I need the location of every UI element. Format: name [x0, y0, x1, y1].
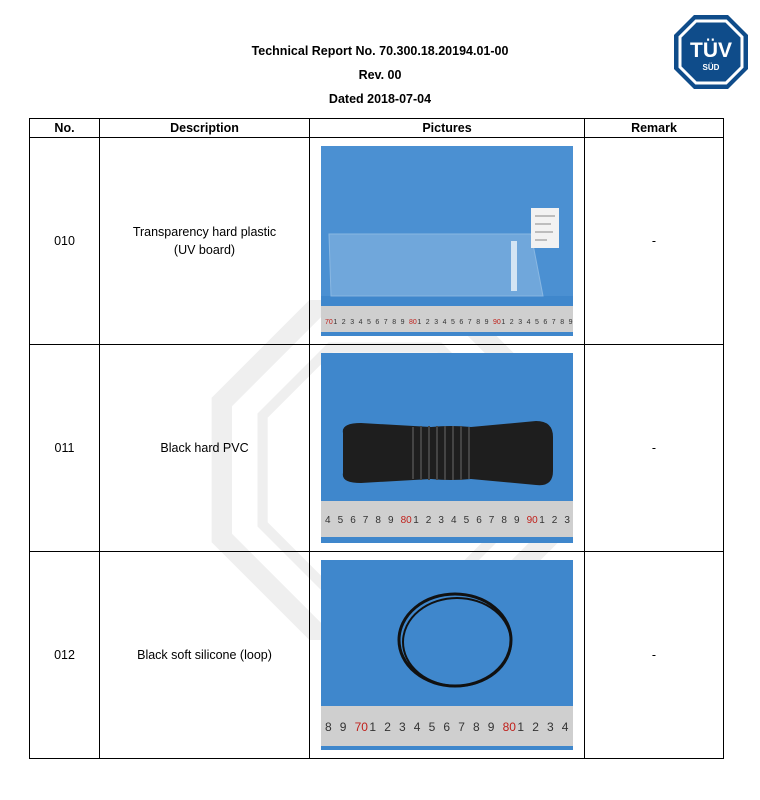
item-picture-cell	[310, 552, 585, 759]
description-line: Black hard PVC	[160, 441, 249, 455]
item-picture-cell	[310, 345, 585, 552]
item-number: 011	[30, 345, 100, 552]
ruler-digit: 2	[425, 515, 432, 526]
date-label: Dated 2018-07-04	[328, 92, 432, 106]
table-header-row	[30, 119, 724, 138]
item-picture-cell	[310, 138, 585, 345]
ruler-digit: 2	[425, 319, 430, 326]
col-header-pictures: Pictures	[310, 119, 585, 138]
ruler-digit: 6	[543, 319, 548, 326]
ruler-digit: 8	[375, 515, 381, 526]
ruler-digit: 70	[354, 720, 368, 734]
ruler-digit: 5	[337, 515, 344, 526]
ruler-digit: 2	[532, 720, 539, 734]
logo-bottom-text: SÜD	[702, 63, 720, 72]
ruler-digit: 70	[325, 319, 333, 326]
col-header-remark: Remark	[585, 119, 724, 138]
col-header-no: No.	[30, 119, 100, 138]
ruler-digit: 9	[484, 319, 489, 326]
ruler-digit: 5	[451, 319, 455, 326]
ruler-digit: 9	[487, 720, 495, 734]
revision-label: Rev. 00	[358, 68, 402, 82]
ruler-digit: 1	[517, 720, 525, 734]
ruler-digit: 90	[526, 515, 538, 526]
ruler-digit: 7	[467, 319, 472, 326]
ruler-digit: 4	[358, 319, 363, 326]
ruler-digit: 7	[362, 515, 369, 526]
ruler-digit: 2	[341, 319, 346, 326]
ruler-digit: 7	[383, 319, 388, 326]
ruler-digit: 7	[551, 319, 556, 326]
ruler-digit: 8	[473, 720, 480, 734]
ruler-digit: 5	[428, 720, 436, 734]
ruler-digit: 3	[399, 720, 406, 734]
table-row	[30, 552, 724, 759]
ruler-digit: 1	[501, 319, 506, 326]
col-header-description: Description	[100, 119, 310, 138]
ruler-digit: 4	[442, 319, 447, 326]
ruler-digit: 80	[400, 515, 412, 526]
ruler-digit: 6	[375, 319, 380, 326]
ruler-digit: 8	[501, 515, 507, 526]
ruler-digit: 4	[413, 720, 421, 734]
table-row	[30, 138, 724, 345]
table-row	[30, 345, 724, 552]
ruler-digit: 9	[388, 515, 394, 526]
ruler-digit: 1	[539, 515, 545, 526]
ruler-digit: 3	[434, 319, 439, 326]
ruler-digit: 5	[463, 515, 470, 526]
ruler-digit: 9	[400, 319, 405, 326]
ruler-digit: 3	[350, 319, 355, 326]
ruler-digit: 90	[493, 319, 501, 326]
ruler-digit: 3	[518, 319, 523, 326]
ruler-digit: 1	[333, 319, 338, 326]
tuv-sud-logo	[672, 13, 750, 91]
ruler-digit: 5	[367, 319, 371, 326]
item-description	[100, 138, 310, 345]
ruler-digit: 1	[369, 720, 377, 734]
ruler-digit: 6	[459, 319, 464, 326]
ruler-digit: 6	[476, 515, 482, 526]
ruler-digit: 8	[560, 319, 565, 326]
ruler-digit: 9	[568, 319, 573, 326]
ruler-digit: 1	[417, 319, 422, 326]
item-description	[100, 345, 310, 552]
ruler-digit: 5	[535, 319, 539, 326]
ruler-scale	[325, 720, 569, 734]
ruler-digit: 4	[561, 720, 569, 734]
items-table	[29, 118, 724, 759]
logo-top-text: TÜV	[690, 39, 732, 62]
description-line: (UV board)	[173, 243, 236, 257]
ruler-digit: 4	[526, 319, 531, 326]
ruler-digit: 7	[488, 515, 495, 526]
item-remark: -	[585, 552, 724, 759]
item-number: 012	[30, 552, 100, 759]
ruler-digit: 9	[339, 720, 347, 734]
ruler-digit: 8	[392, 319, 397, 326]
ruler-digit: 7	[458, 720, 465, 734]
black-pvc-grip-photo	[321, 353, 573, 543]
item-number: 010	[30, 138, 100, 345]
description-line: Transparency hard plastic	[132, 225, 277, 239]
item-remark: -	[585, 345, 724, 552]
item-description	[100, 552, 310, 759]
ruler-digit: 80	[502, 720, 516, 734]
item-remark: -	[585, 138, 724, 345]
ruler-digit: 2	[551, 515, 558, 526]
black-silicone-loop-photo	[321, 560, 573, 750]
ruler-digit: 6	[350, 515, 356, 526]
description-line: Black soft silicone (loop)	[137, 648, 272, 662]
ruler-digit: 4	[451, 515, 457, 526]
ruler-digit: 3	[438, 515, 444, 526]
transparent-plastic-sheet-photo	[321, 146, 573, 336]
ruler-digit: 8	[476, 319, 481, 326]
ruler-digit: 3	[547, 720, 554, 734]
ruler-digit: 6	[443, 720, 451, 734]
ruler-digit: 80	[409, 319, 417, 326]
ruler-digit: 2	[509, 319, 514, 326]
ruler-digit: 2	[384, 720, 391, 734]
ruler-digit: 4	[325, 515, 331, 526]
report-title: Technical Report No. 70.300.18.20194.01-00	[251, 44, 509, 58]
ruler-digit: 1	[413, 515, 419, 526]
ruler-digit: 9	[514, 515, 520, 526]
ruler-digit: 8	[325, 720, 332, 734]
ruler-digit: 3	[564, 515, 570, 526]
